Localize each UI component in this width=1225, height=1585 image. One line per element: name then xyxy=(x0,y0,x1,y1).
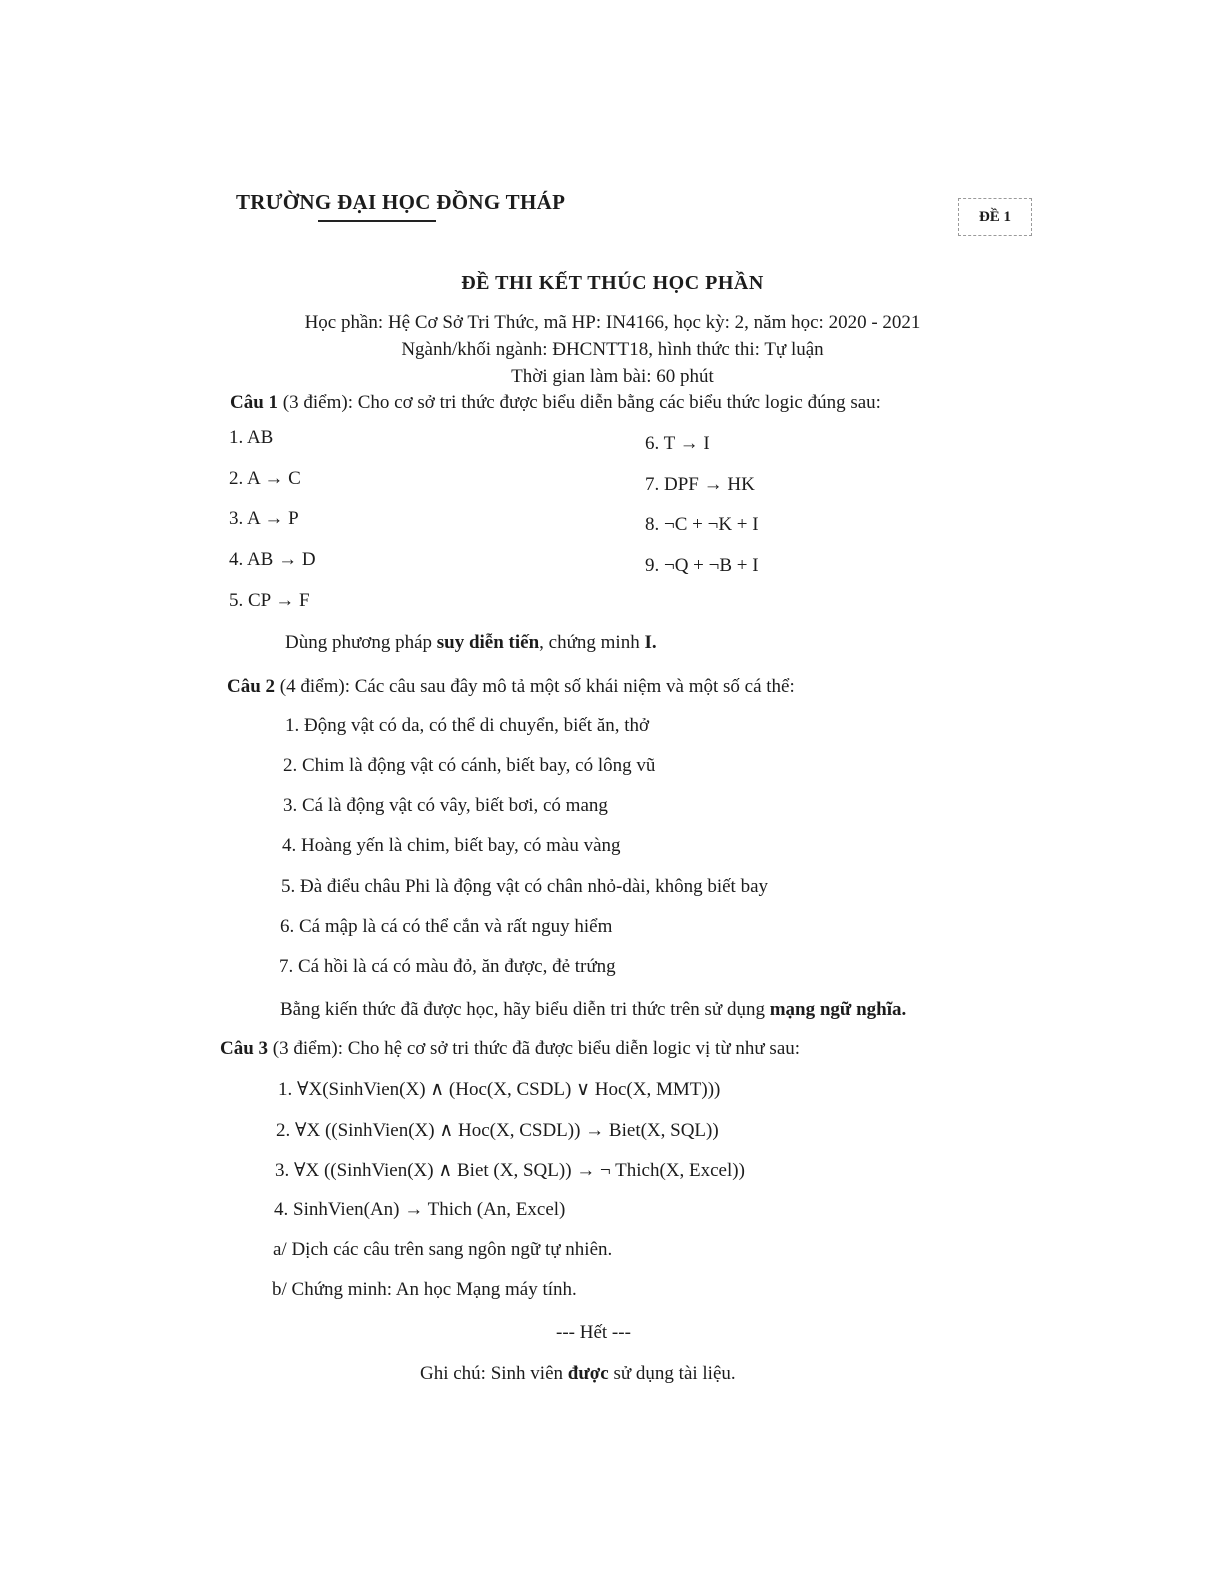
list-item: 6. Cá mập là cá có thể cắn và rất nguy hiểm xyxy=(280,916,613,937)
question-1-task xyxy=(285,632,657,654)
exam-title: ĐỀ THI KẾT THÚC HỌC PHẦN xyxy=(461,272,764,294)
question-2-label: Câu 2 xyxy=(227,676,276,697)
question-3-label: Câu 3 xyxy=(220,1038,269,1059)
formula-item: 7. DPF → HK xyxy=(645,474,755,495)
question-2-text: (4 điểm): Các câu sau đây mô tả một số khái niệm và một số cá thể: xyxy=(275,676,795,697)
task-method: mạng ngữ nghĩa. xyxy=(769,999,907,1020)
formula-item: 6. T → I xyxy=(645,433,710,454)
school-name: TRƯỜNG ĐẠI HỌC ĐỒNG THÁP xyxy=(236,190,566,214)
note-emphasis: được xyxy=(567,1363,609,1384)
formula-item: 5. CP → F xyxy=(229,590,310,611)
formula-item: 3. A → P xyxy=(229,508,299,529)
list-item: 2. Chim là động vật có cánh, biết bay, có lông vũ xyxy=(283,755,656,776)
list-item: 7. Cá hồi là cá có màu đỏ, ăn được, đẻ trứng xyxy=(279,956,616,977)
logic-item: 3. ∀X ((SinhVien(X) ∧ Biet (X, SQL)) → ¬ Thich(X, Excel)) xyxy=(275,1160,745,1181)
note-text: sử dụng tài liệu. xyxy=(608,1363,736,1384)
formula-item: 9. ¬Q + ¬B + I xyxy=(645,555,759,576)
formula-item: 8. ¬C + ¬K + I xyxy=(645,514,759,535)
formula-item: 2. A → C xyxy=(229,468,301,489)
task-method: suy diễn tiến xyxy=(436,632,540,653)
logic-item: 4. SinhVien(An) → Thich (An, Excel) xyxy=(274,1199,566,1220)
logic-item: 1. ∀X(SinhVien(X) ∧ (Hoc(X, CSDL) ∨ Hoc(X, MMT))) xyxy=(278,1079,721,1100)
question-3-heading xyxy=(220,1038,800,1060)
question-3-text: (3 điểm): Cho hệ cơ sở tri thức đã được biểu diễn logic vị từ như sau: xyxy=(268,1038,801,1059)
sub-question: a/ Dịch các câu trên sang ngôn ngữ tự nhiên. xyxy=(273,1239,613,1260)
list-item: 3. Cá là động vật có vây, biết bơi, có mang xyxy=(283,795,608,816)
task-target: I. xyxy=(644,632,657,653)
exam-code-box: ĐỀ 1 xyxy=(958,198,1032,236)
formula-item: 1. AB xyxy=(229,427,274,448)
task-text: Dùng phương pháp xyxy=(285,632,437,653)
time-line: Thời gian làm bài: 60 phút xyxy=(511,366,714,387)
question-1-heading xyxy=(230,392,881,414)
course-line: Học phần: Hệ Cơ Sở Tri Thức, mã HP: IN4166, học kỳ: 2, năm học: 2020 - 2021 xyxy=(304,312,921,333)
note-text: Ghi chú: Sinh viên xyxy=(420,1363,568,1384)
task-text: Bằng kiến thức đã được học, hãy biểu diễn tri thức trên sử dụng xyxy=(280,999,770,1020)
list-item: 1. Động vật có da, có thể di chuyển, biết ăn, thở xyxy=(285,715,650,736)
school-underline xyxy=(318,220,436,222)
major-line: Ngành/khối ngành: ĐHCNTT18, hình thức thi: Tự luận xyxy=(401,339,824,360)
logic-item: 2. ∀X ((SinhVien(X) ∧ Hoc(X, CSDL)) → Biet(X, SQL)) xyxy=(276,1120,719,1141)
question-1-label: Câu 1 xyxy=(230,392,279,413)
question-2-task xyxy=(280,999,906,1021)
question-2-heading xyxy=(227,676,795,698)
task-text: , chứng minh xyxy=(539,632,645,653)
list-item: 5. Đà điểu châu Phi là động vật có chân nhỏ-dài, không biết bay xyxy=(281,876,769,897)
question-1-text: (3 điểm): Cho cơ sở tri thức được biểu diễn bằng các biểu thức logic đúng sau: xyxy=(278,392,881,413)
sub-question: b/ Chứng minh: An học Mạng máy tính. xyxy=(272,1279,577,1300)
end-marker: --- Hết --- xyxy=(556,1322,631,1343)
formula-item: 4. AB → D xyxy=(229,549,316,570)
footer-note xyxy=(420,1363,736,1385)
list-item: 4. Hoàng yến là chim, biết bay, có màu vàng xyxy=(282,835,621,856)
